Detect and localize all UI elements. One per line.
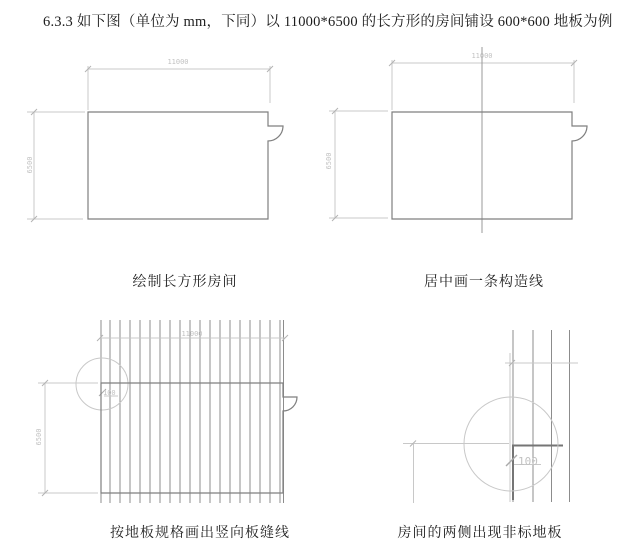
fig1-height-dim-label: 6500: [26, 156, 34, 174]
fig4-room-corner: [512, 446, 563, 501]
fig4-detail-dim-label: 100: [518, 455, 538, 468]
section-heading: 6.3.3 如下图（单位为 mm，下同）以 11000*6500 的长方形的房间铺设 600*600 地板为例: [43, 14, 613, 30]
fig3-height-dim-label: 6500: [35, 428, 43, 446]
fig3-height-dimension: [38, 380, 98, 496]
fig1-caption: 绘制长方形房间: [132, 275, 238, 290]
fig2-room-outline: [392, 112, 587, 219]
fig1-width-dimension: [85, 66, 273, 110]
fig1-room-outline: [88, 112, 283, 219]
fig3-seam-lines: [101, 320, 284, 503]
fig4-caption: 房间的两侧出现非标地板: [397, 526, 563, 541]
fig3-width-dim-label: 11000: [181, 330, 203, 338]
fig1-width-dim-label: 11000: [167, 58, 189, 66]
fig2-height-dimension: [329, 108, 388, 221]
fig2-width-dimension: [389, 60, 577, 110]
fig2-caption: 居中画一条构造线: [424, 275, 544, 290]
fig3-detail-dim-label: 100: [103, 389, 116, 397]
fig3-caption: 按地板规格画出竖向板缝线: [110, 526, 290, 541]
fig4-seam-lines: [513, 330, 570, 502]
fig2-width-dim-label: 11000: [471, 52, 493, 60]
fig2-height-dim-label: 6500: [325, 152, 333, 170]
